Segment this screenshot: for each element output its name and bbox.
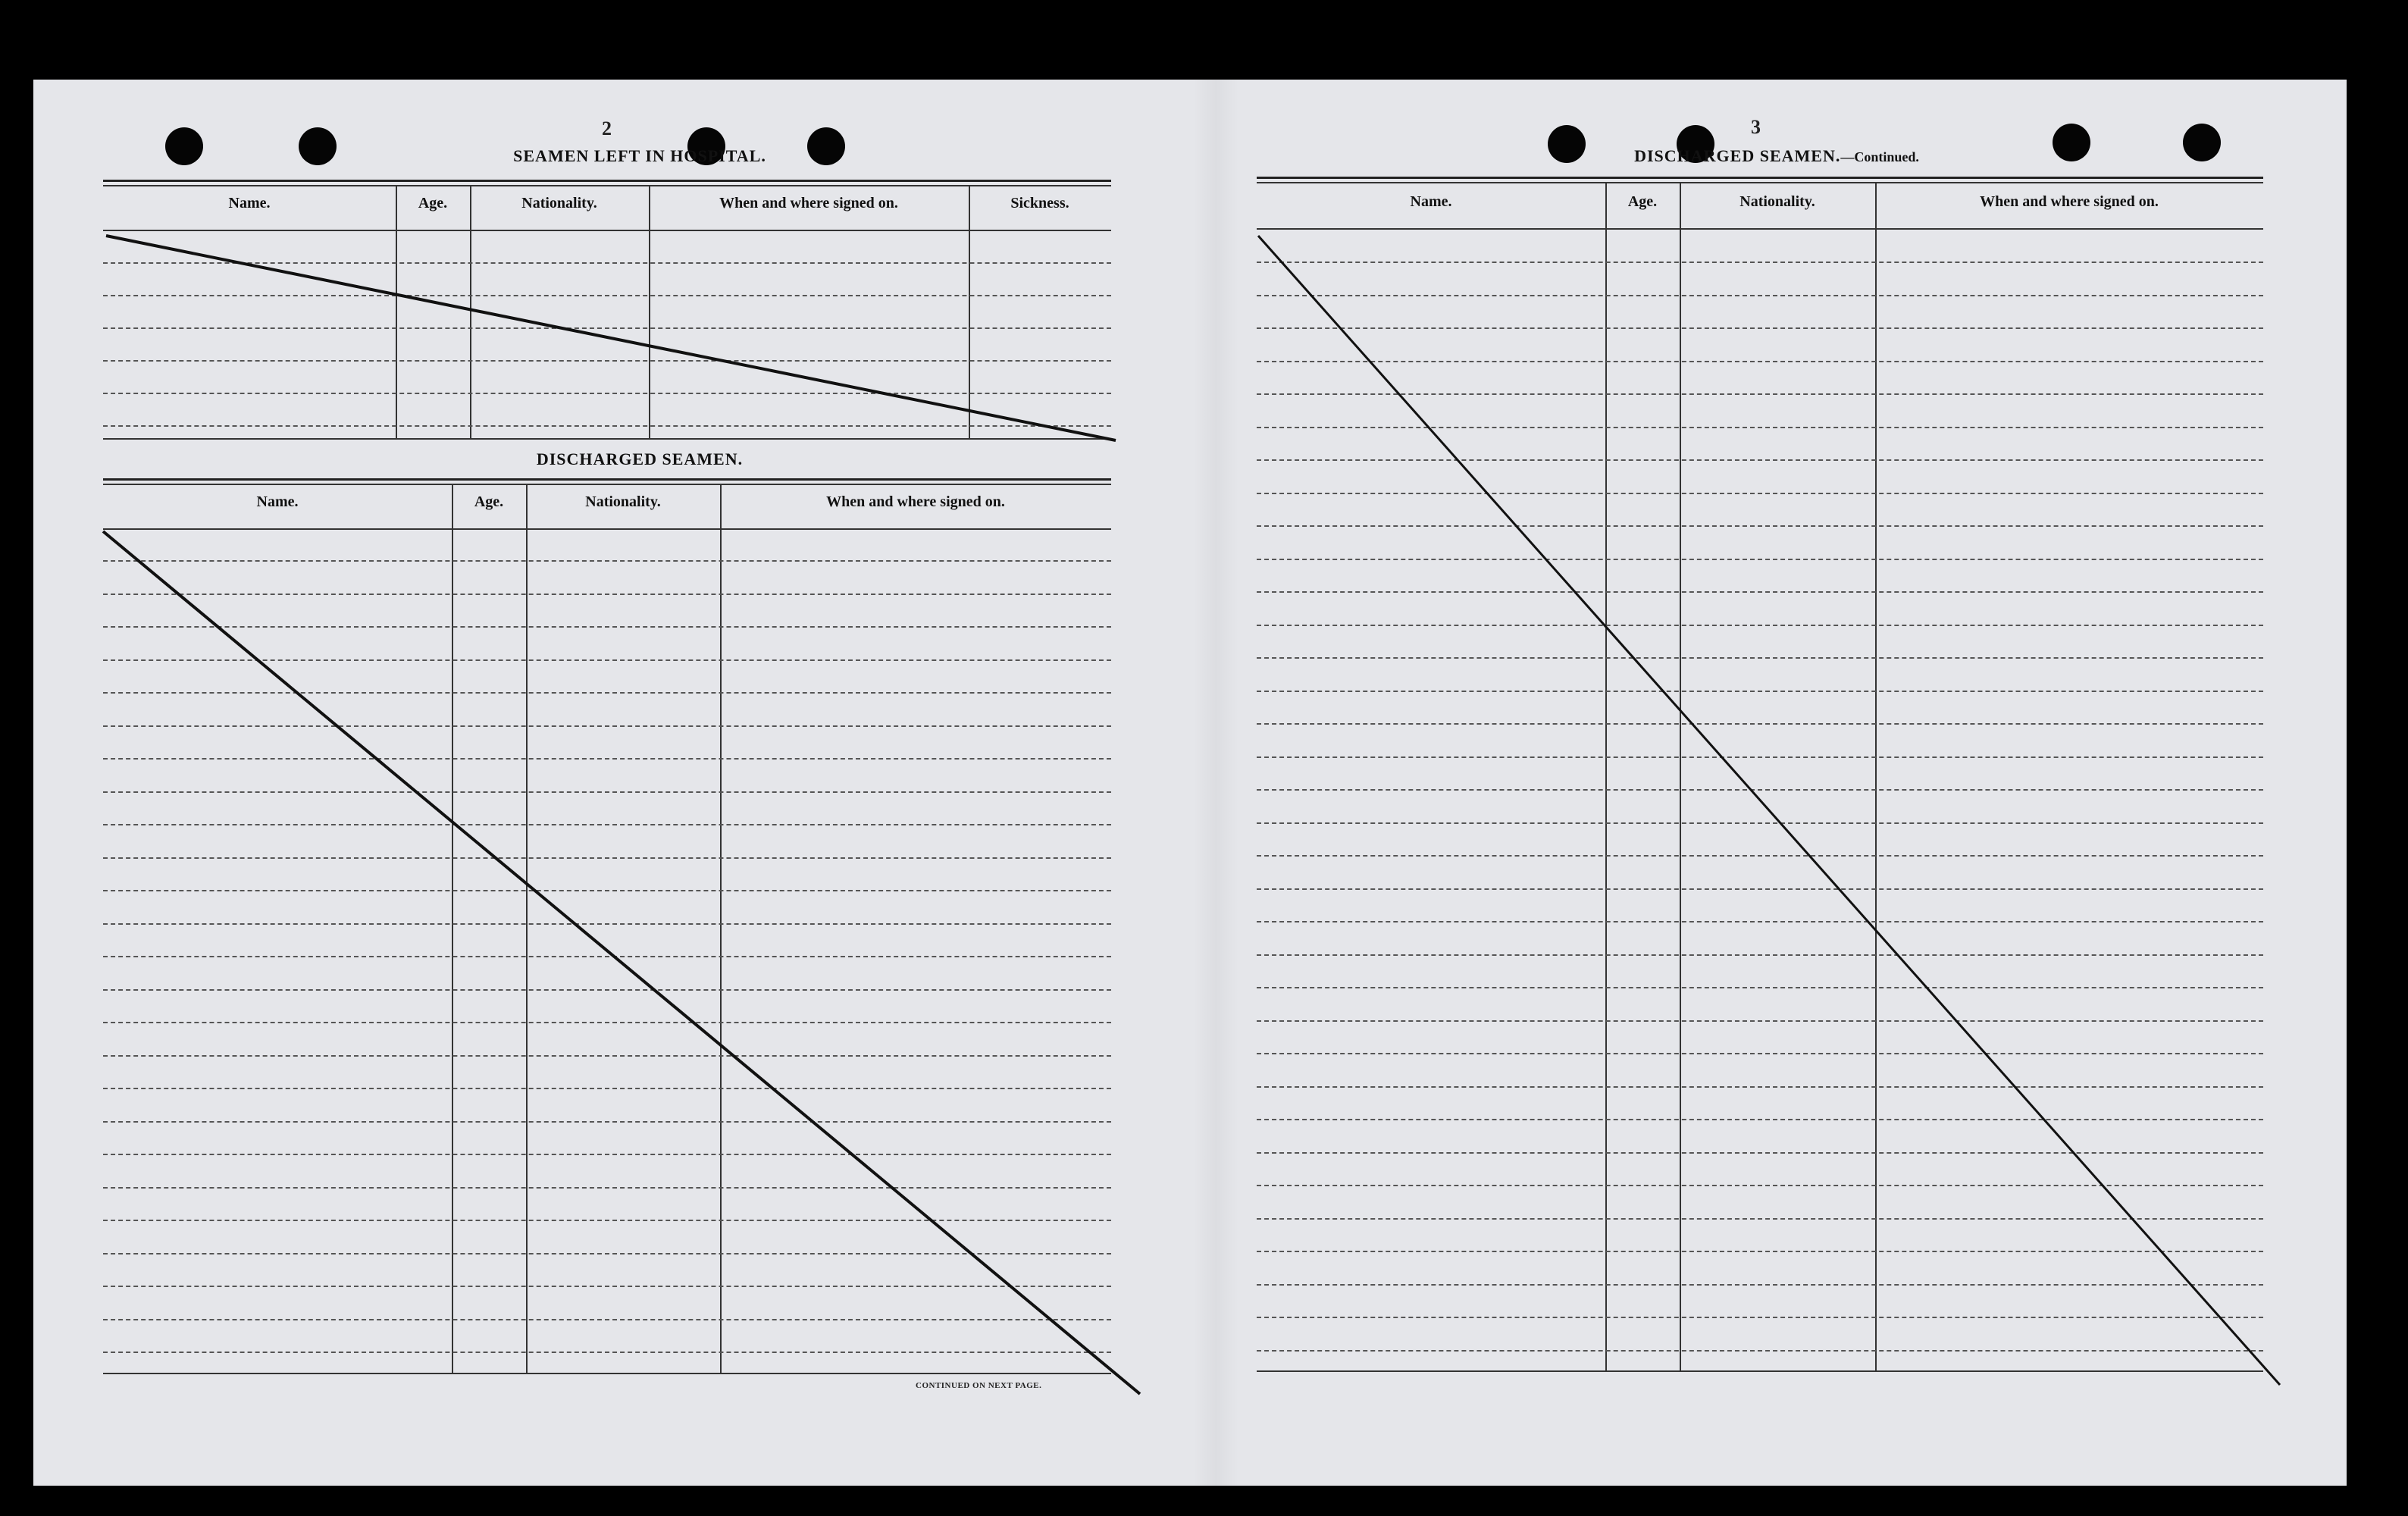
discharged-section-title-left: DISCHARGED SEAMEN.: [536, 449, 744, 468]
discharged-col-nationality: Nationality.: [585, 493, 661, 510]
continued-note: CONTINUED ON NEXT PAGE.: [916, 1381, 1042, 1390]
hospital-col-signed-on: When and where signed on.: [719, 195, 898, 211]
form-sheet: [33, 80, 2347, 1486]
hospital-col-nationality: Nationality.: [521, 195, 597, 211]
right-col-age: Age.: [1627, 193, 1658, 210]
cancellation-strokes: [33, 80, 2347, 1486]
hospital-section-title: SEAMEN LEFT IN HOSPITAL.: [513, 146, 766, 165]
discharged-col-name: Name.: [256, 493, 299, 510]
right-page-number: 3: [1751, 116, 1761, 138]
right-col-nationality: Nationality.: [1739, 193, 1815, 210]
hospital-col-name: Name.: [228, 195, 271, 211]
discharged-title-main: DISCHARGED SEAMEN.: [1634, 146, 1841, 165]
hospital-strike-line: [106, 236, 1116, 440]
right-col-signed-on: When and where signed on.: [1980, 193, 2159, 210]
discharged-strike-line-right: [1258, 236, 2280, 1385]
right-col-name: Name.: [1410, 193, 1452, 210]
hospital-col-sickness: Sickness.: [1010, 195, 1069, 211]
discharged-col-age: Age.: [474, 493, 504, 510]
left-page-number: 2: [602, 117, 612, 139]
discharged-col-signed-on: When and where signed on.: [826, 493, 1005, 510]
hospital-col-age: Age.: [418, 195, 448, 211]
discharged-title-suffix: —Continued.: [1840, 149, 1919, 164]
discharged-strike-line-left: [103, 531, 1140, 1394]
